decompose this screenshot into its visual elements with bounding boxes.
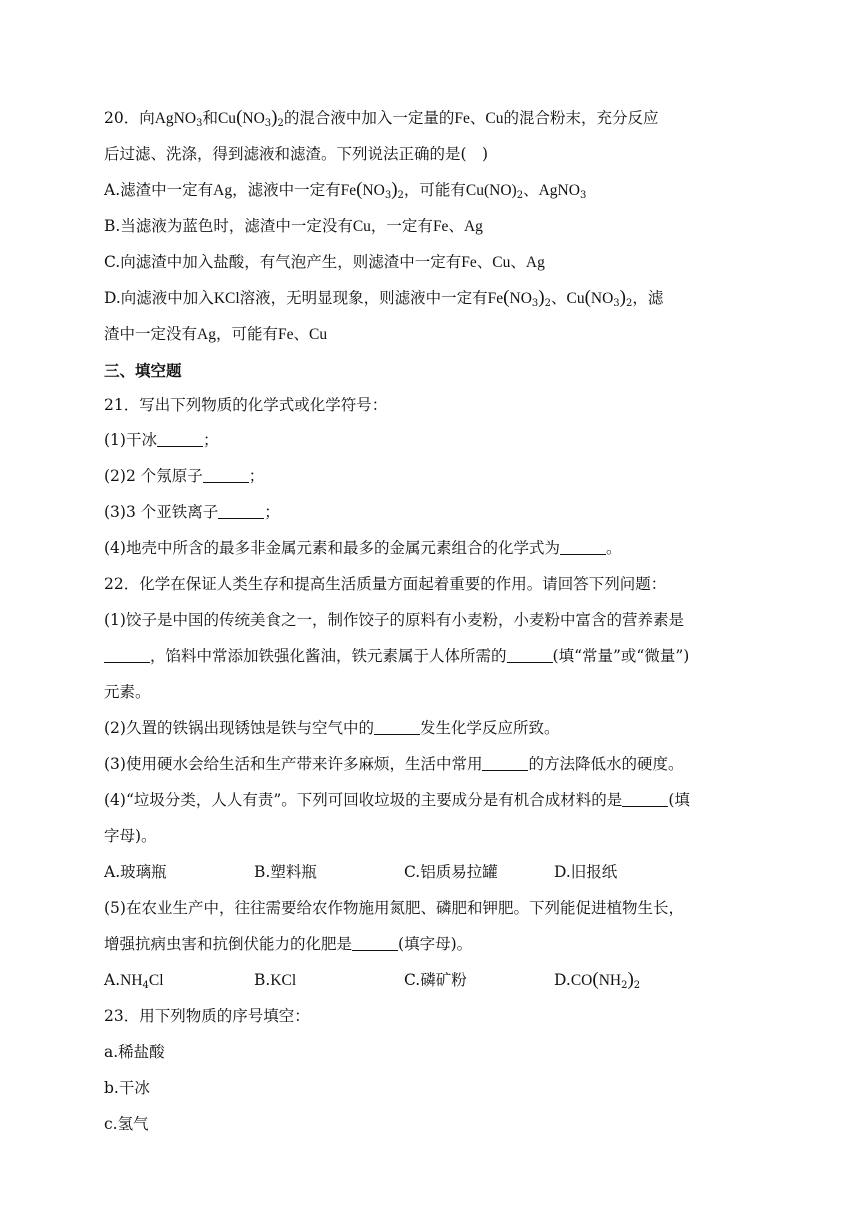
q20-option-a: A.滤渣中一定有Ag，滤液中一定有$Fe(NO_3)_2$，可能有$Cu(NO)_2$、AgNO$_3$ bbox=[104, 179, 587, 201]
answer-blank[interactable] bbox=[374, 718, 420, 735]
q22-part5-options bbox=[104, 962, 764, 998]
q20-option-c: C.向滤渣中加入盐酸，有气泡产生，则滤渣中一定有Fe、Cu、Ag bbox=[104, 253, 545, 271]
q23-stem: 23．用下列物质的序号填空： bbox=[104, 1007, 310, 1025]
answer-blank[interactable] bbox=[218, 502, 264, 519]
answer-blank[interactable] bbox=[560, 538, 606, 555]
option-d: D.旧报纸 bbox=[554, 863, 618, 881]
q20-option-b: B.当滤液为蓝色时，滤渣中一定没有Cu，一定有Fe、Ag bbox=[104, 217, 483, 235]
q21-part2: (2)2 个氖原子 ； bbox=[104, 467, 265, 485]
q20-line2: 后过滤、洗涤，得到滤液和滤渣。下列说法正确的是( ) bbox=[104, 145, 489, 163]
q22-stem: 22．化学在保证人类生存和提高生活质量方面起着重要的作用。请回答下列问题： bbox=[104, 575, 667, 593]
option-b: B.塑料瓶 bbox=[254, 863, 317, 881]
q21-part1: (1)干冰 ； bbox=[104, 431, 219, 449]
answer-blank[interactable] bbox=[507, 646, 553, 663]
q22-part1-line2: ，馅料中常添加铁强化酱油，铁元素属于人体所需的 (填“常量”或“微量”) bbox=[104, 638, 764, 674]
answer-blank[interactable] bbox=[203, 466, 249, 483]
q23-item-b: b.干冰 bbox=[104, 1079, 150, 1097]
q21-stem: 21．写出下列物质的化学式或化学符号： bbox=[104, 396, 388, 414]
q22-part4-line2: 字母)。 bbox=[104, 827, 157, 845]
q20-option-d-line1: D.向滤液中加入KCl溶液，无明显现象，则滤液中一定有$Fe(NO_3)_2$、$Cu(NO_3)_2$，滤 bbox=[104, 287, 664, 309]
q22-part4-line1: (4)“垃圾分类，人人有责”。下列可回收垃圾的主要成分是有机合成材料的是 (填 bbox=[104, 791, 690, 809]
answer-blank[interactable] bbox=[352, 934, 398, 951]
answer-blank[interactable] bbox=[104, 646, 150, 663]
option-d: $D.CO(NH_2)_2$ bbox=[554, 969, 641, 991]
q22-part2: (2)久置的铁锅出现锈蚀是铁与空气中的 发生化学反应所致。 bbox=[104, 719, 560, 737]
q21-part3: (3)3 个亚铁离子 ； bbox=[104, 503, 280, 521]
option-a: A.玻璃瓶 bbox=[104, 863, 167, 881]
answer-blank[interactable] bbox=[622, 790, 668, 807]
q21-part4: (4)地壳中所含的最多非金属元素和最多的金属元素组合的化学式为 。 bbox=[104, 539, 622, 557]
q22-part5-line2: 增强抗病虫害和抗倒伏能力的化肥是 (填字母)。 bbox=[104, 935, 473, 953]
q22-part4-options bbox=[104, 854, 764, 890]
q20-option-d-line2: 渣中一定没有Ag，可能有Fe、Cu bbox=[104, 325, 328, 343]
q22-part3: (3)使用硬水会给生活和生产带来许多麻烦，生活中常用 的方法降低水的硬度。 bbox=[104, 755, 684, 773]
option-c: C.铝质易拉罐 bbox=[404, 863, 498, 881]
q22-part1-line1: (1)饺子是中国的传统美食之一，制作饺子的原料有小麦粉，小麦粉中富含的营养素是 bbox=[104, 611, 684, 629]
q23-item-c: c.氢气 bbox=[104, 1115, 149, 1133]
answer-blank[interactable] bbox=[482, 754, 528, 771]
section-heading: 三、填空题 bbox=[104, 362, 182, 380]
option-b: B.KCl bbox=[254, 971, 297, 989]
q20-line1: 20．向AgNO$_3$和$Cu(NO_3)_2$的混合液中加入一定量的Fe、Cu的混合粉末，充分反应 bbox=[104, 107, 659, 129]
answer-blank[interactable] bbox=[157, 430, 203, 447]
document-page bbox=[104, 100, 764, 1142]
q23-item-a: a.稀盐酸 bbox=[104, 1043, 165, 1061]
option-c: C.磷矿粉 bbox=[404, 971, 467, 989]
option-a: $A.NH_4Cl$ bbox=[104, 971, 164, 991]
q22-part1-line3: 元素。 bbox=[104, 683, 151, 701]
q22-part5-line1: (5)在农业生产中，往往需要给农作物施用氮肥、磷肥和钾肥。下列能促进植物生长， bbox=[104, 899, 684, 917]
